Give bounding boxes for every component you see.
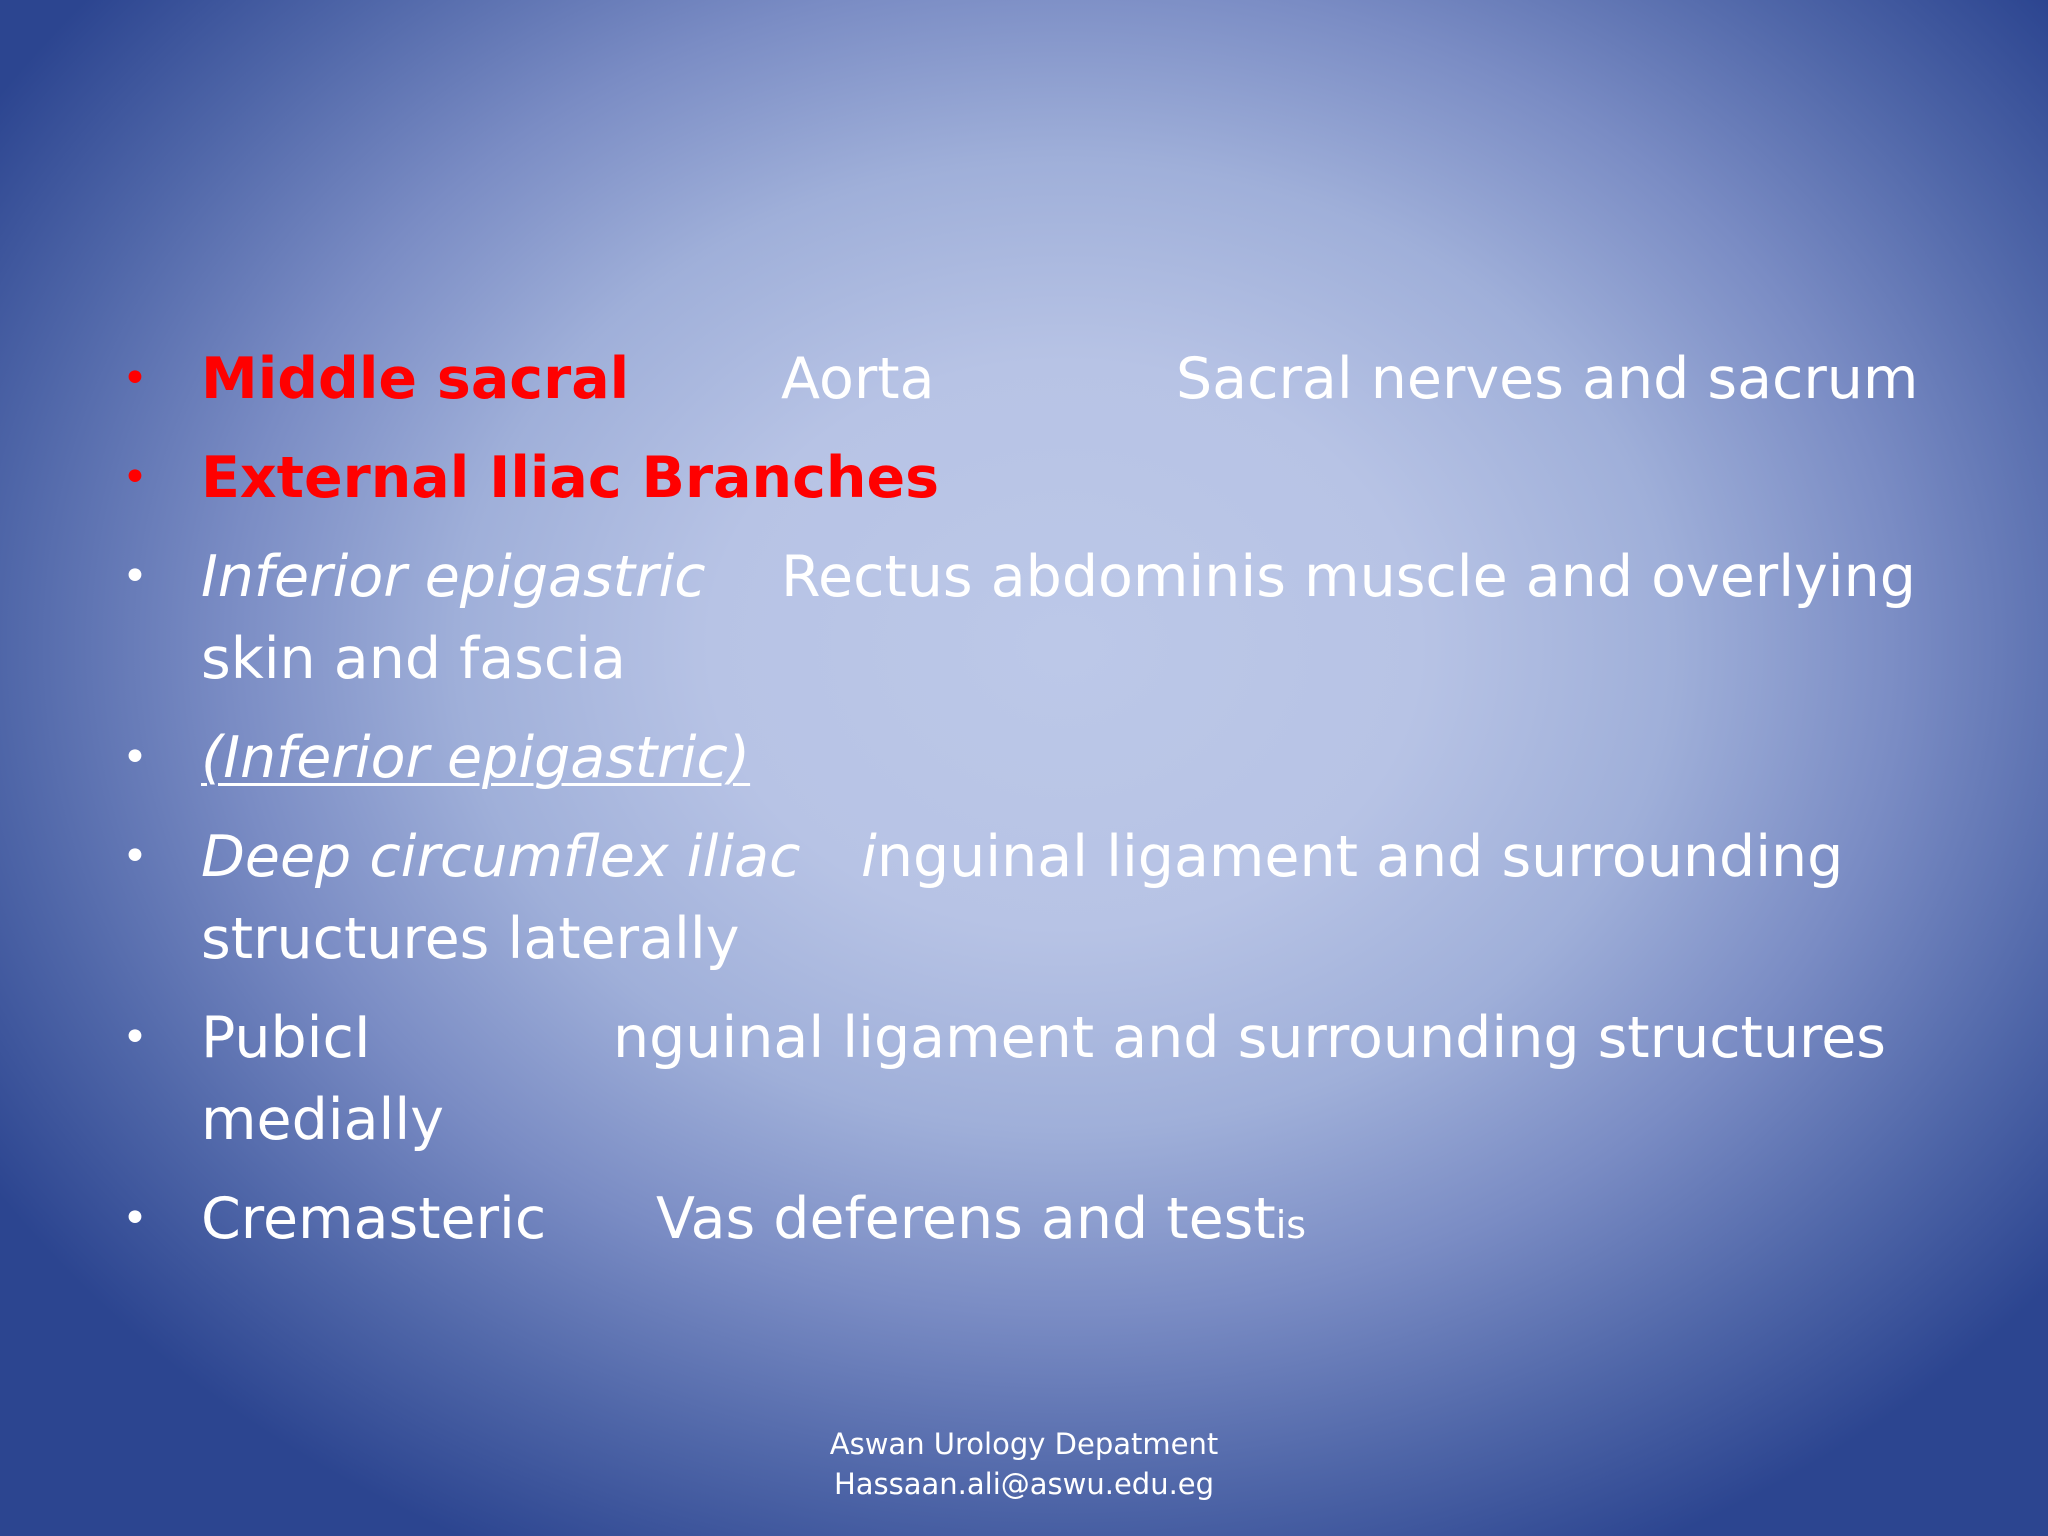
bullet-dot: • — [122, 452, 148, 503]
artery-supply-continued: medially — [201, 1087, 444, 1153]
artery-supply: Sacral nerves and sacrum — [1176, 346, 1919, 412]
artery-supply: nguinal ligament and surrounding — [876, 824, 1844, 890]
bullet-dot: • — [122, 353, 148, 404]
artery-supply: Vas deferens and test — [656, 1186, 1276, 1252]
section-heading: External Iliac Branches — [201, 445, 940, 511]
artery-origin: Aorta — [781, 346, 935, 412]
artery-name: Middle sacral — [201, 346, 630, 412]
slide-body — [118, 338, 1958, 1283]
footer-department: Aswan Urology Depatment — [829, 1427, 1219, 1461]
artery-supply-continued: skin and fascia — [201, 626, 626, 692]
artery-supply-continued: structures laterally — [201, 906, 740, 972]
artery-name: PubicI — [201, 1005, 371, 1071]
artery-name: Cremasteric — [201, 1186, 547, 1252]
bullet-cremasteric — [118, 1178, 1958, 1266]
bullet-external-iliac-heading — [118, 437, 1958, 519]
bullet-dot: • — [122, 1193, 148, 1244]
artery-name: (Inferior epigastric) — [201, 725, 751, 791]
artery-supply: Rectus abdominis muscle and overlying — [781, 544, 1916, 610]
artery-supply: nguinal ligament and surrounding structures — [613, 1005, 1886, 1071]
artery-supply-lead: i — [861, 824, 877, 890]
bullet-pubic — [118, 997, 1958, 1161]
bullet-dot: • — [122, 1012, 148, 1063]
bullet-middle-sacral — [118, 338, 1958, 420]
artery-name: Inferior epigastric — [201, 544, 706, 610]
bullet-inferior-epigastric — [118, 536, 1958, 700]
bullet-deep-circumflex-iliac — [118, 816, 1958, 980]
artery-name: Deep circumflex iliac — [201, 824, 801, 890]
bullet-dot: • — [122, 831, 148, 882]
artery-supply-suffix: is — [1275, 1203, 1307, 1247]
bullet-dot: • — [122, 732, 148, 783]
bullet-dot: • — [122, 551, 148, 602]
bullet-inferior-epigastric-branch — [118, 717, 1958, 799]
slide-footer — [0, 1424, 2048, 1504]
footer-email: Hassaan.ali@aswu.edu.eg — [833, 1467, 1215, 1501]
